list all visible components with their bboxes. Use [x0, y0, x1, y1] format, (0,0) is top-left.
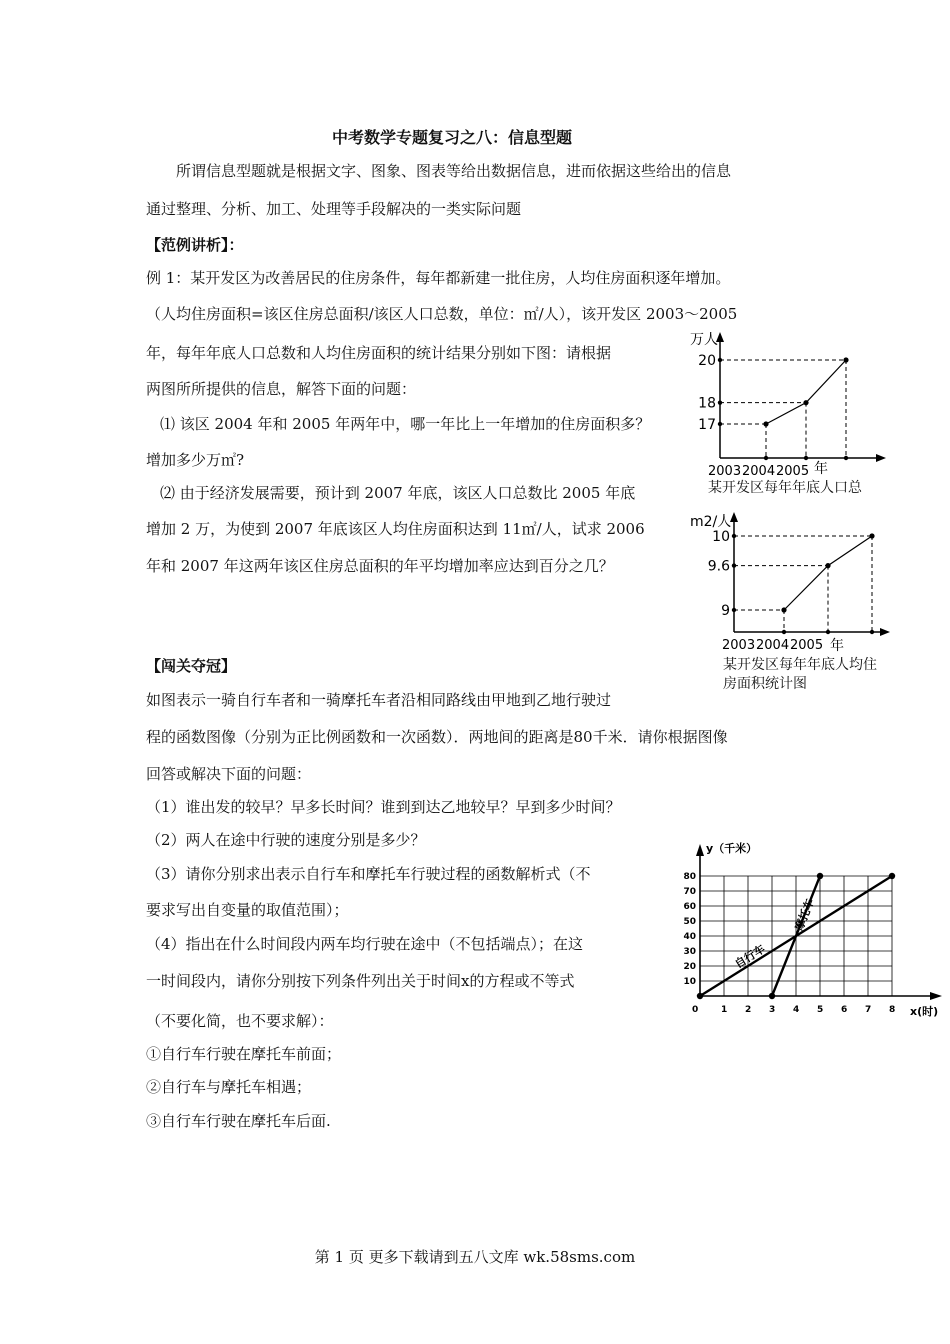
population-chart-caption: 某开发区每年年底人口总	[708, 480, 862, 496]
c2-point-2005	[869, 533, 874, 538]
c2-xtick-dot-2003	[782, 630, 786, 634]
c1-ytick-label-2: 20	[698, 353, 716, 369]
c3-xtick-8: 8	[889, 1005, 896, 1015]
c3-ytick-60: 60	[683, 902, 696, 912]
problem2-question-3: （3）请你分别求出表示自行车和摩托车行驶过程的函数解析式（不	[146, 865, 591, 883]
housing-area-chart-xlabel: 年	[830, 638, 844, 654]
problem2-condition-3: ③自行车行驶在摩托车后面.	[146, 1112, 331, 1130]
population-chart-x-arrow	[876, 454, 886, 462]
problem2-line-7: 要求写出自变量的取值范围）；	[146, 901, 349, 919]
c1-xtick-label-2005: 2005	[776, 464, 810, 476]
c3-series-start-0	[697, 993, 703, 999]
problem2-line-3: 回答或解决下面的问题：	[146, 765, 312, 783]
c3-ytick-70: 70	[683, 887, 696, 897]
c3-series-end-1	[817, 873, 823, 879]
intro-line-1: 所谓信息型题就是根据文字、图象、图表等给出数据信息，进而依据这些给出的信息	[176, 162, 732, 180]
c3-series-end-0	[889, 873, 895, 879]
c1-point-2005	[843, 357, 848, 362]
example1-question-1: ⑴ 该区 2004 年和 2005 年两年中，哪一年比上一年增加的住房面积多？	[160, 415, 651, 433]
housing-area-chart-caption-line-2: 房面积统计图	[723, 676, 807, 692]
c1-xtick-dot-2004	[804, 456, 808, 460]
c1-xtick-dot-2005	[844, 456, 848, 460]
example1-line-2: （人均住房面积=该区住房总面积/该区人口总数，单位：㎡/人），该开发区 2003～2005	[146, 305, 738, 323]
c1-ytick-label-0: 17	[698, 417, 716, 433]
c3-ytick-30: 30	[683, 947, 696, 957]
c3-ytick-40: 40	[683, 932, 696, 942]
c2-xtick-label-2005: 2005	[790, 638, 824, 653]
c3-ytick-10: 10	[683, 977, 696, 987]
distance-time-chart-ylabel: y（千米）	[706, 842, 758, 855]
problem2-condition-1: ①自行车行驶在摩托车前面；	[146, 1045, 342, 1063]
distance-time-chart-x-arrow	[930, 992, 942, 1000]
c3-series-label-1: 摩托车	[792, 896, 817, 933]
c1-ytick-dot-2	[718, 358, 722, 362]
example1-line-1: 例 1：某开发区为改善居民的住房条件，每年都新建一批住房，人均住房面积逐年增加。	[146, 269, 731, 287]
housing-area-chart-caption-line-1: 某开发区每年年底人均住	[723, 657, 877, 673]
problem2-question-1: （1）谁出发的较早？早多长时间？谁到到达乙地较早？早到多少时间？	[146, 798, 621, 816]
c3-xtick-4: 4	[793, 1005, 800, 1015]
housing-area-chart	[686, 506, 896, 656]
c2-xtick-dot-2004	[826, 630, 830, 634]
problem2-condition-2: ②自行车与摩托车相遇；	[146, 1078, 312, 1096]
problem2-line-1: 如图表示一骑自行车者和一骑摩托车者沿相同路线由甲地到乙地行驶过	[146, 691, 612, 709]
c2-ytick-dot-0	[732, 608, 736, 612]
example1-line-9: 年和 2007 年这两年该区住房总面积的年平均增加率应达到百分之几？	[146, 557, 614, 575]
c2-xtick-dot-2005	[870, 630, 874, 634]
example1-line-8: 增加 2 万，为使到 2007 年底该区人均住房面积达到 11㎡/人，试求 2006	[146, 520, 645, 538]
c3-ytick-50: 50	[683, 917, 696, 927]
problem2-question-2: （2）两人在途中行驶的速度分别是多少？	[146, 831, 426, 849]
example1-line-6: 增加多少万㎡?	[146, 451, 245, 469]
distance-time-chart	[676, 838, 946, 1020]
housing-area-chart-x-arrow	[880, 628, 890, 636]
example1-line-4: 两图所所提供的信息，解答下面的问题：	[146, 380, 417, 398]
example1-question-2: ⑵ 由于经济发展需要，预计到 2007 年底，该区人口总数比 2005 年底	[160, 484, 636, 502]
c3-series-start-1	[769, 993, 775, 999]
population-series-line	[766, 360, 846, 424]
c2-ytick-dot-1	[732, 563, 736, 567]
population-chart	[680, 326, 890, 476]
intro-line-2: 通过整理、分析、加工、处理等手段解决的一类实际问题	[146, 200, 522, 218]
c3-xtick-5: 5	[817, 1005, 824, 1015]
example1-line-3: 年，每年年底人口总数和人均住房面积的统计结果分别如下图：请根据	[146, 344, 612, 362]
c1-ytick-dot-0	[718, 422, 722, 426]
c2-point-2004	[825, 563, 830, 568]
c2-point-2003	[781, 607, 786, 612]
problem2-line-10: （不要化简，也不要求解）：	[146, 1012, 334, 1030]
c2-ytick-label-1: 9.6	[707, 558, 730, 575]
c1-xtick-label-2003: 2003	[708, 464, 742, 476]
c3-xtick-3: 3	[769, 1005, 776, 1015]
c2-xtick-label-2003: 2003	[722, 638, 756, 653]
c3-ytick-80: 80	[683, 872, 696, 882]
housing-area-chart-ylabel: m2/人	[690, 514, 732, 530]
c2-ytick-label-2: 10	[712, 529, 730, 545]
c3-xtick-7: 7	[865, 1005, 872, 1015]
population-chart-xlabel: 年	[814, 461, 828, 476]
c3-xtick-2: 2	[745, 1005, 752, 1015]
c2-ytick-dot-2	[732, 534, 736, 538]
c1-xtick-dot-2003	[764, 456, 768, 460]
page-footer: 第 1 页 更多下载请到五八文库 wk.58sms.com	[314, 1248, 636, 1266]
c1-point-2004	[803, 400, 808, 405]
c2-xtick-label-2004: 2004	[756, 638, 790, 653]
section-heading-examples: 【范例讲析】：	[146, 236, 244, 254]
c3-xtick-6: 6	[841, 1005, 848, 1015]
distance-time-chart-xlabel: x(时)	[910, 1005, 939, 1018]
c2-ytick-label-0: 9	[721, 603, 730, 619]
distance-time-chart-y-arrow	[696, 844, 704, 856]
c1-ytick-label-1: 18	[698, 395, 716, 412]
c1-ytick-dot-1	[718, 400, 722, 404]
c1-xtick-label-2004: 2004	[742, 464, 776, 476]
c1-point-2003	[763, 421, 768, 426]
page-title: 中考数学专题复习之八：信息型题	[332, 128, 573, 147]
population-chart-ylabel: 万人	[690, 332, 718, 348]
section-heading-challenge: 【闯关夺冠】	[146, 657, 237, 675]
problem2-line-2: 程的函数图像（分别为正比例函数和一次函数）．两地间的距离是80千米．请你根据图像	[146, 728, 728, 746]
c3-ytick-20: 20	[683, 962, 696, 972]
problem2-line-9: 一时间段内，请你分别按下列条件列出关于时间x的方程或不等式	[146, 972, 575, 990]
c3-xtick-0: 0	[692, 1005, 699, 1015]
c3-xtick-1: 1	[721, 1005, 728, 1015]
c3-series-label-0: 自行车	[732, 942, 768, 971]
problem2-question-4: （4）指出在什么时间段内两车均行驶在途中（不包括端点）；在这	[146, 935, 584, 953]
